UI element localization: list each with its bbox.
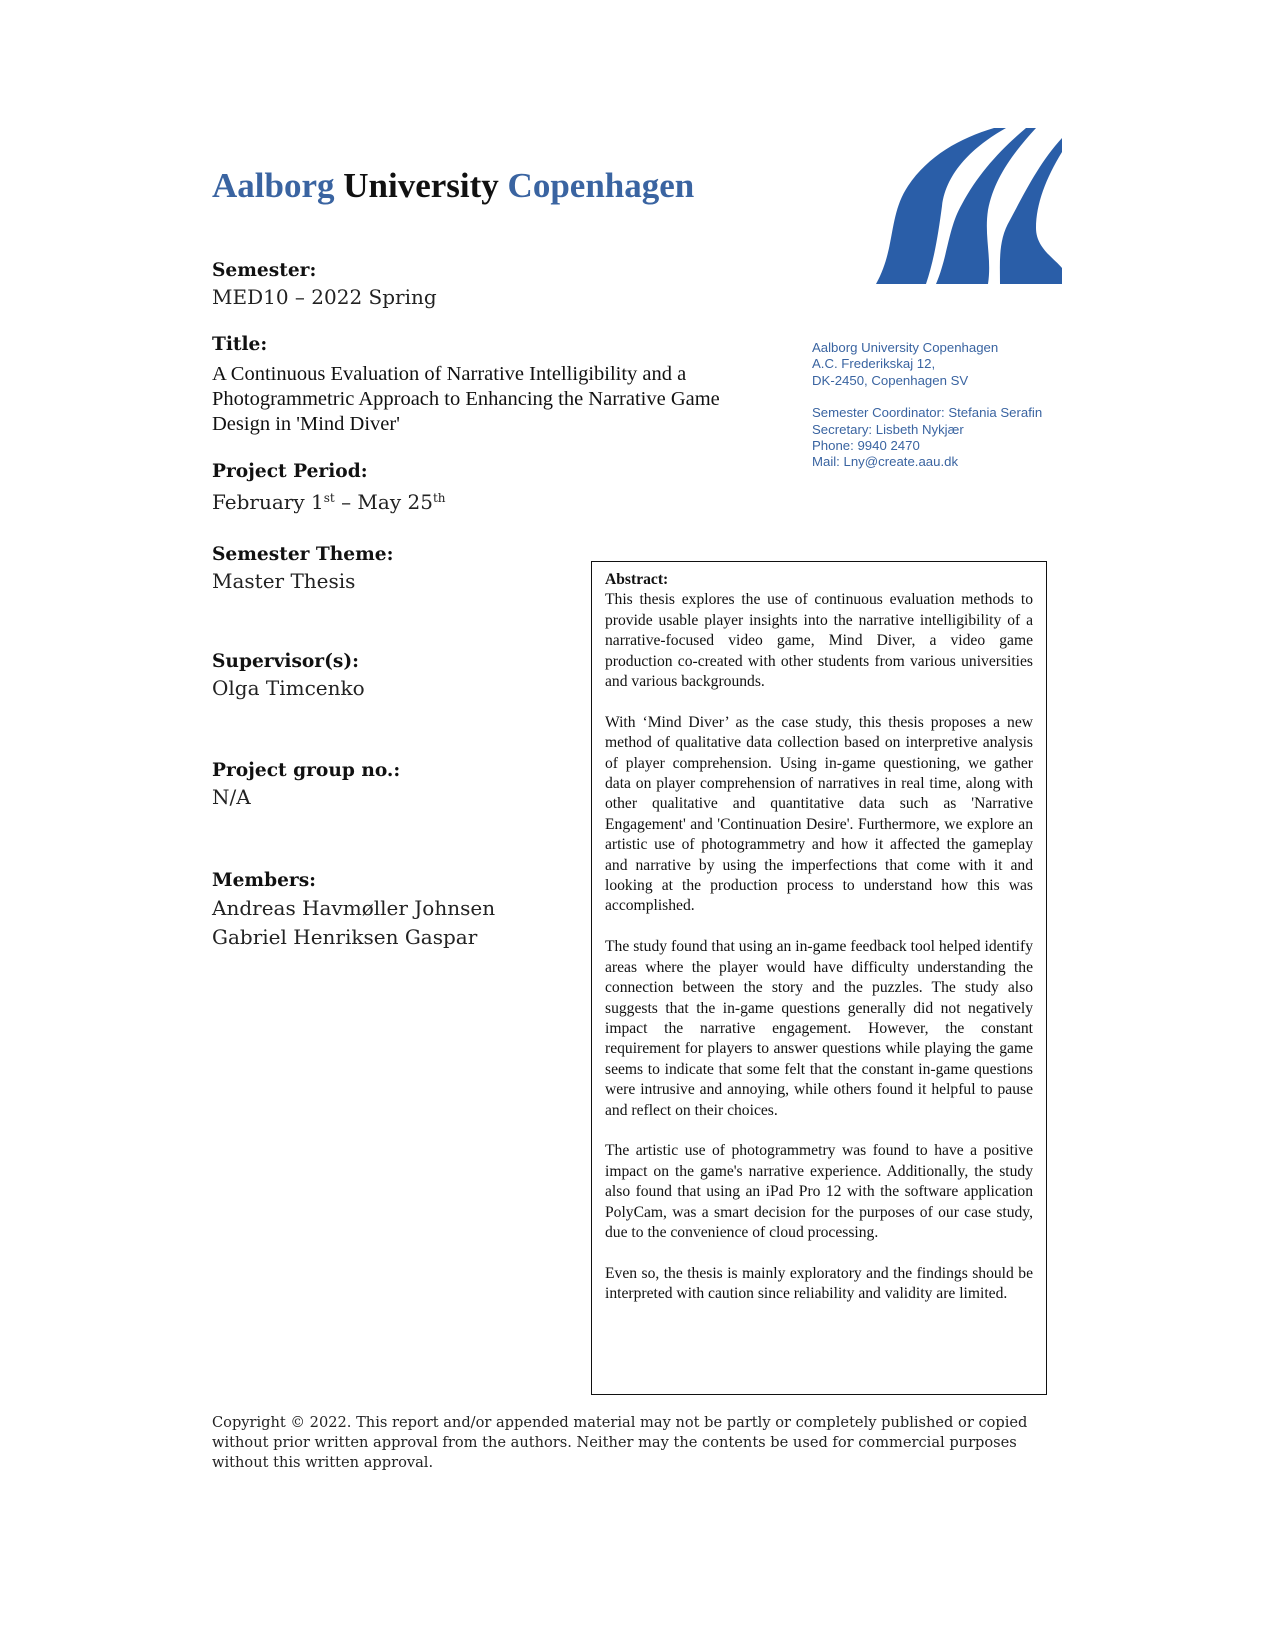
address-line: Aalborg University Copenhagen: [812, 340, 999, 355]
supervisor-label: Supervisor(s):: [212, 651, 360, 672]
address-line: A.C. Frederikskaj 12,: [812, 356, 936, 372]
mail: Mail: Lny@create.aau.dk: [812, 454, 959, 470]
title-aalborg: Aalborg: [212, 166, 335, 205]
abstract-heading: Abstract:: [605, 571, 669, 588]
members-label: Members:: [212, 870, 317, 891]
aau-wave-logo-icon: [876, 128, 1062, 284]
university-title: [212, 166, 694, 206]
semester-theme-label: Semester Theme:: [212, 544, 394, 565]
contact-address-block: [812, 340, 1042, 471]
secretary: Secretary: Lisbeth Nykjær: [812, 421, 964, 437]
abstract-box: [591, 561, 1047, 1395]
abstract-paragraph: The study found that using an in-game feedback tool helped identify areas where the player would have difficulty understanding the connection between the story and the puzzles. The study also suggests that the in-game questions generally did not negatively impact the narrative engagement. However, the constant requirement for players to answer questions while playing the game seems to indicate that some felt that the constant in-game questions were intrusive and annoying, while others found it helpful to pause and reflect on their choices.: [605, 938, 1033, 1119]
semester-label: Semester:: [212, 260, 317, 281]
address-line: DK-2450, Copenhagen SV: [812, 372, 969, 388]
project-period-label: Project Period:: [212, 461, 368, 482]
abstract-paragraph: With ‘Mind Diver’ as the case study, this thesis proposes a new method of qualitative data collection based on interpretive analysis of player comprehension. Using in-game questioning, we gather data on player comprehension of narratives in real time, along with other qualitative and quantitative data such as 'Narrative Engagement' and 'Continuation Desire'. Furthermore, we explore an artistic use of photogrammetry and how it affected the gameplay and narrative by using the imperfections that come with it and looking at the production process to understand how this was accomplished.: [605, 713, 1033, 915]
member-name: Gabriel Henriksen Gaspar: [212, 925, 478, 949]
project-group-label: Project group no.:: [212, 760, 401, 781]
phone: Phone: 9940 2470: [812, 438, 920, 454]
semester-coordinator: Semester Coordinator: Stefania Serafin: [812, 405, 1043, 421]
title-university: University: [343, 166, 499, 205]
title-copenhagen: Copenhagen: [507, 166, 695, 205]
title-value: A Continuous Evaluation of Narrative Intelligibility and a Photogrammetric Approach to Enhancing the Narrative Game Design in 'Mind Diver': [212, 363, 720, 435]
semester-theme-value: Master Thesis: [212, 569, 356, 593]
abstract-paragraph: This thesis explores the use of continuous evaluation methods to provide usable player insights into the narrative intelligibility of a narrative-focused video game, Mind Diver, a video game production co-created with other students from various universities and various backgrounds.: [605, 591, 1033, 691]
project-period-value: February 1st – May 25th: [212, 490, 446, 514]
semester-value: MED10 – 2022 Spring: [212, 285, 437, 309]
project-group-value: N/A: [212, 785, 251, 809]
abstract-paragraph: The artistic use of photogrammetry was found to have a positive impact on the game's narrative experience. Additionally, the study also found that using an iPad Pro 12 with the software application PolyCam, was a smart decision for the purposes of our case study, due to the convenience of cloud processing.: [605, 1142, 1033, 1241]
abstract-paragraph: Even so, the thesis is mainly exploratory and the findings should be interpreted with caution since reliability and validity are limited.: [605, 1264, 1033, 1303]
title-label: Title:: [212, 334, 268, 355]
member-name: Andreas Havmøller Johnsen: [212, 896, 496, 920]
copyright-notice: Copyright © 2022. This report and/or appended material may not be partly or completely published or copied without prior written approval from the authors. Neither may the contents be used for commercial purposes without this written approval.: [212, 1414, 1028, 1471]
supervisor-value: Olga Timcenko: [212, 676, 365, 700]
